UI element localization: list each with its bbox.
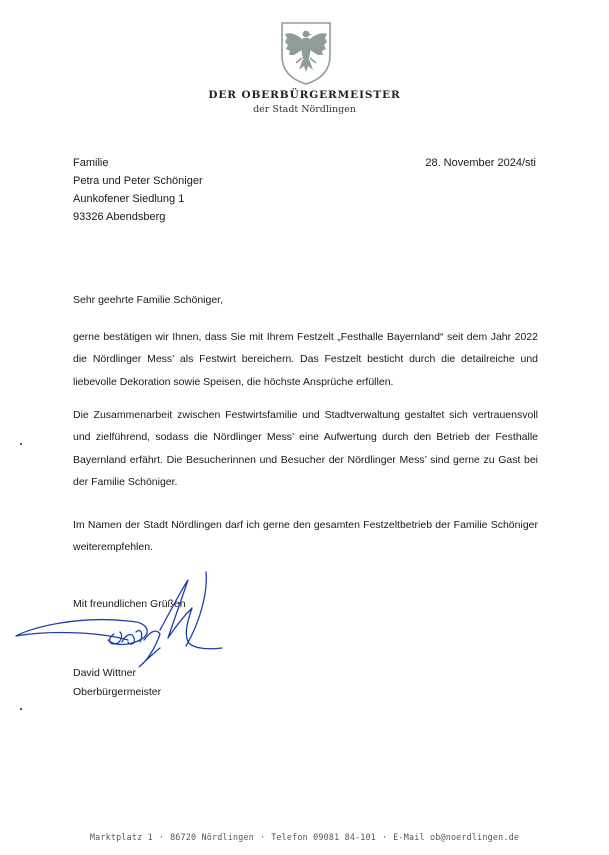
fold-mark (20, 708, 22, 710)
footer-address: Marktplatz 1 (89, 832, 153, 842)
letter-date: 28. November 2024/sti (425, 157, 536, 169)
closing-greeting: Mit freundlichen Grüßen (73, 598, 186, 610)
paragraph-1: gerne bestätigen wir Ihnen, dass Sie mit Ihrem Festzelt „Festhalle Bayernland“ seit dem Jahr 2022 die Nördlinger Mess’ als Festwirt bereichern. Das Festzelt besticht durch die detailreiche und liebevolle Dekoration sowie Speisen, die höchste Ansprüche erfüllen. (73, 331, 538, 388)
paragraph-2: Die Zusammenarbeit zwischen Festwirtsfamilie und Stadtverwaltung gestaltet sich vertrauensvoll und zielführend, sodass die Nördlinger Mess’ eine Aufwertung durch den Betrieb der Festhalle Bayernland erfährt. Die Besucherinnen und Besucher der Nördlinger Mess’ sind gerne zu Gast bei der Familie Schöniger. (73, 409, 538, 488)
footer-email[interactable]: E-Mail ob@noerdlingen.de (393, 832, 520, 842)
punch-mark (20, 443, 22, 445)
recipient-address (73, 154, 203, 226)
salutation: Sehr geehrte Familie Schöniger, (73, 294, 223, 306)
footer-city: 86720 Nördlingen (170, 832, 254, 842)
signature-text: David Wittner (10, 562, 17, 563)
handwritten-signature (10, 562, 240, 682)
letterhead-subtitle: der Stadt Nördlingen (253, 104, 356, 115)
signer-name: David Wittner (73, 667, 137, 679)
paragraph-3: Im Namen der Stadt Nördlingen darf ich gerne den gesamten Festzeltbetrieb der Familie Schöniger weiterempfehlen. (73, 519, 538, 554)
signer-title: Oberbürgermeister (73, 686, 162, 698)
recipient-line-2: Petra und Peter Schöniger (73, 175, 203, 187)
letterhead-title: DER OBERBÜRGERMEISTER (208, 89, 401, 101)
recipient-line-1: Familie (73, 157, 109, 169)
city-crest-eagle-icon (279, 20, 333, 86)
footer-phone: Telefon 09081 84-101 (271, 832, 377, 842)
recipient-line-4: 93326 Abendsberg (73, 211, 166, 223)
letterhead-footer: Marktplatz 1 · 86720 Nördlingen · Telefon 09081 84-101 · E-Mail ob@noerdlingen.de (89, 832, 520, 842)
recipient-line-3: Aunkofener Siedlung 1 (73, 193, 185, 205)
